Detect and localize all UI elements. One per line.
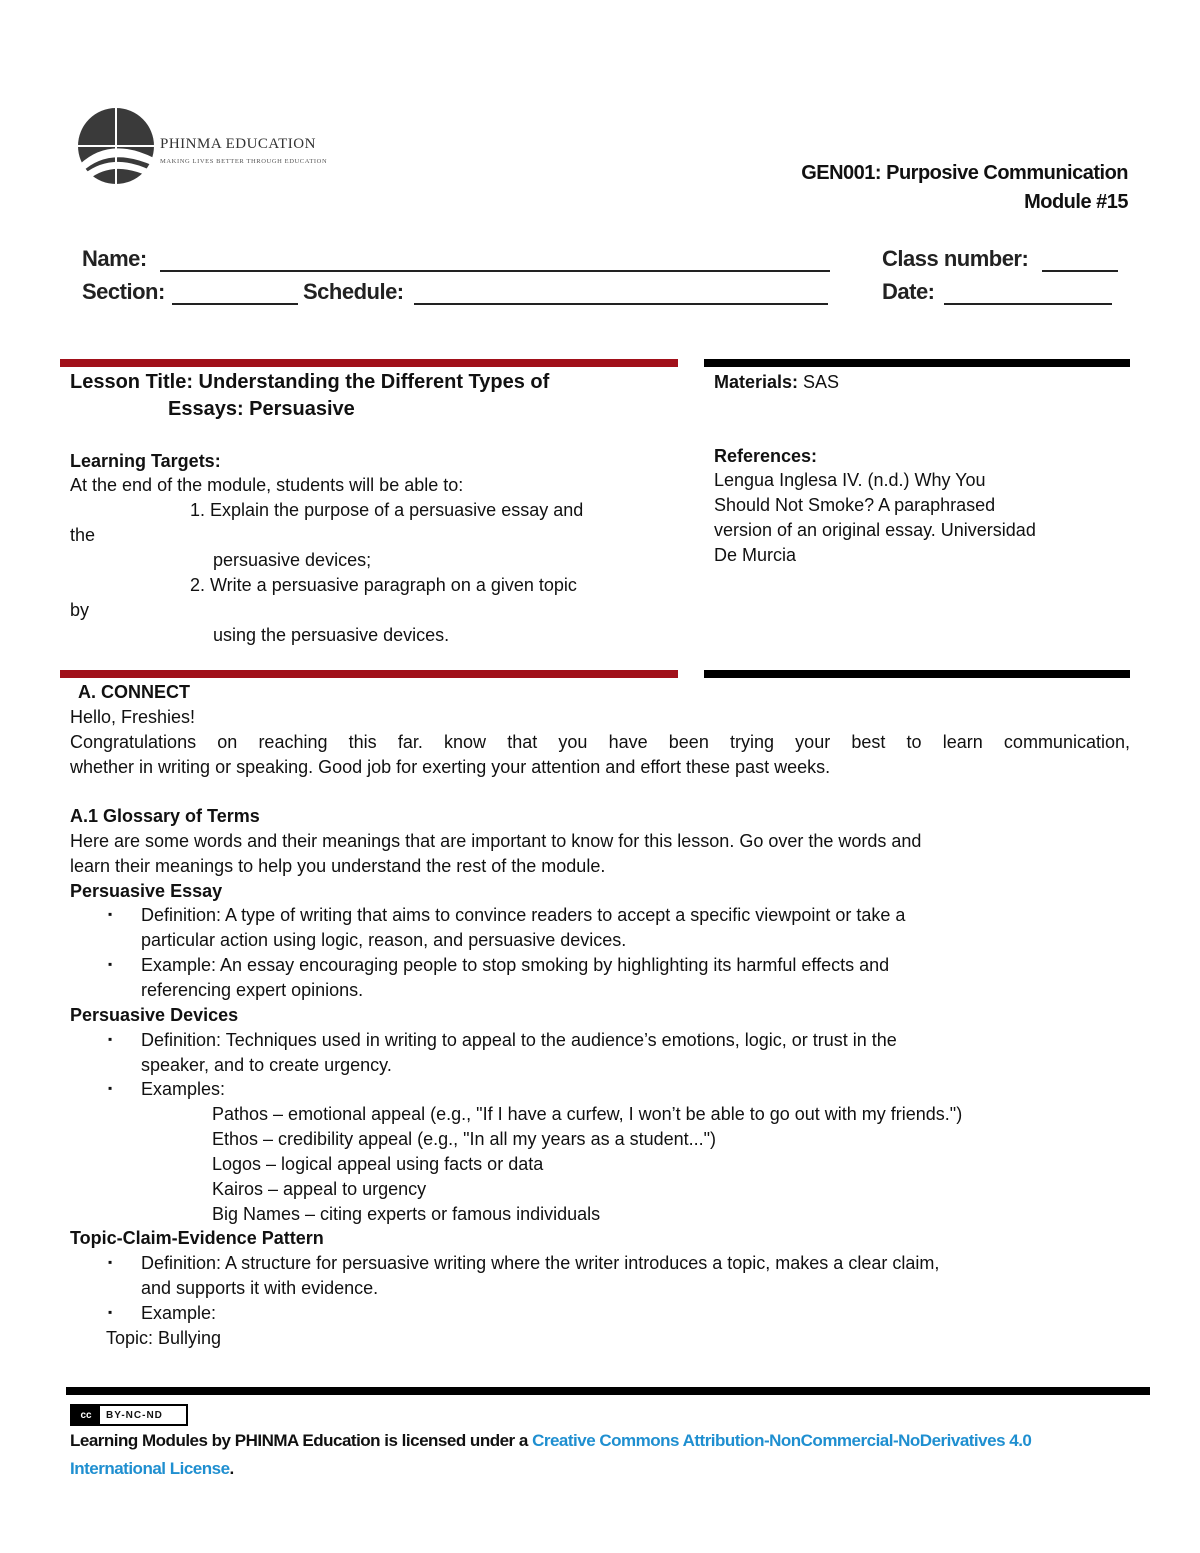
term-topic-claim-evidence: Topic-Claim-Evidence Pattern — [70, 1228, 324, 1248]
cc-terms: BY-NC-ND — [106, 1409, 163, 1421]
materials — [714, 370, 839, 395]
course-title: GEN001: Purposive Communication — [801, 162, 1128, 184]
brand-name: PHINMA EDUCATION — [160, 136, 316, 152]
lesson-title-line2: Essays: Persuasive — [168, 398, 355, 420]
term3-definition-line2: and supports it with evidence. — [141, 1278, 379, 1298]
materials-label: Materials: — [714, 372, 799, 392]
term3-definition-line1: Definition: A structure for persuasive writing where the writer introduces a topic, makes a clear claim, — [141, 1253, 940, 1273]
term3-example-label: Example: — [141, 1303, 217, 1323]
term2-definition-line1: Definition: Techniques used in writing to appeal to the audience’s emotions, logic, or trust in the — [141, 1030, 897, 1050]
cc-icon: cc — [72, 1406, 100, 1424]
connect-heading: A. CONNECT — [78, 682, 190, 702]
connect-paragraph-line1: Congratulations on reaching this far. know that you have been trying your best to learn communication, — [70, 732, 1130, 752]
term1-definition-line2: particular action using logic, reason, and persuasive devices. — [141, 930, 627, 950]
side-top-bar — [704, 359, 1130, 367]
topic-line: Topic: Bullying — [106, 1328, 222, 1348]
module-number: Module #15 — [1024, 191, 1128, 213]
target-1-cont: persuasive devices; — [213, 550, 372, 570]
license-link-cont[interactable]: International License — [70, 1459, 230, 1478]
schedule-field[interactable] — [414, 303, 828, 305]
target-2: 2. Write a persuasive paragraph on a given topic — [190, 575, 577, 595]
cc-license-badge[interactable] — [70, 1404, 188, 1426]
device-big-names: Big Names – citing experts or famous individuals — [212, 1204, 601, 1224]
reference-line: Lengua Inglesa IV. (n.d.) Why You — [714, 470, 986, 490]
device-kairos: Kairos – appeal to urgency — [212, 1179, 427, 1199]
license-link[interactable]: Creative Commons Attribution-NonCommercial-NoDerivatives 4.0 — [532, 1431, 1032, 1450]
brand-tagline: MAKING LIVES BETTER THROUGH EDUCATION — [160, 158, 328, 165]
bullet-icon: ▪ — [108, 957, 113, 971]
side-bottom-bar — [704, 670, 1130, 678]
reference-line: De Murcia — [714, 545, 797, 565]
section-field[interactable] — [172, 303, 298, 305]
references-heading: References: — [714, 446, 818, 466]
target-1-wrap: the — [70, 525, 96, 545]
device-pathos: Pathos – emotional appeal (e.g., "If I have a curfew, I won’t be able to go out with my friends.") — [212, 1104, 963, 1124]
globe-logo-icon — [70, 106, 156, 192]
device-ethos: Ethos – credibility appeal (e.g., "In all my years as a student...") — [212, 1129, 717, 1149]
footer-bar — [66, 1387, 1150, 1395]
name-field[interactable] — [160, 270, 830, 272]
date-label: Date: — [882, 279, 935, 304]
lesson-title-line1: Lesson Title: Understanding the Different Types of — [70, 371, 550, 393]
license-text — [70, 1427, 1150, 1483]
term2-examples-label: Examples: — [141, 1079, 226, 1099]
schedule-label: Schedule: — [303, 279, 404, 304]
target-1: 1. Explain the purpose of a persuasive essay and — [190, 500, 584, 520]
license-suffix: . — [229, 1459, 234, 1478]
term1-example-line1: Example: An essay encouraging people to stop smoking by highlighting its harmful effects and — [141, 955, 890, 975]
bullet-icon: ▪ — [108, 1305, 113, 1319]
term1-example-line2: referencing expert opinions. — [141, 980, 364, 1000]
name-label: Name: — [82, 246, 147, 271]
bullet-icon: ▪ — [108, 907, 113, 921]
term-persuasive-essay: Persuasive Essay — [70, 881, 223, 901]
bullet-icon: ▪ — [108, 1032, 113, 1046]
target-2-cont: using the persuasive devices. — [213, 625, 450, 645]
greeting: Hello, Freshies! — [70, 707, 196, 727]
learning-targets-intro: At the end of the module, students will be able to: — [70, 475, 464, 495]
section-label: Section: — [82, 279, 165, 304]
glossary-intro-line1: Here are some words and their meanings that are important to know for this lesson. Go over the words and — [70, 831, 922, 851]
term1-definition-line1: Definition: A type of writing that aims to convince readers to accept a specific viewpoint or take a — [141, 905, 906, 925]
glossary-heading: A.1 Glossary of Terms — [70, 806, 260, 826]
phinma-logo — [66, 106, 336, 192]
class-number-label: Class number: — [882, 246, 1029, 271]
lesson-bottom-bar — [60, 670, 678, 678]
target-2-wrap: by — [70, 600, 90, 620]
materials-value: SAS — [798, 372, 840, 392]
bullet-icon: ▪ — [108, 1255, 113, 1269]
glossary-intro-line2: learn their meanings to help you understand the rest of the module. — [70, 856, 606, 876]
term2-definition-line2: speaker, and to create urgency. — [141, 1055, 392, 1075]
learning-targets-heading: Learning Targets: — [70, 451, 221, 471]
connect-paragraph-line2: whether in writing or speaking. Good job for exerting your attention and effort these past weeks. — [70, 757, 831, 777]
term-persuasive-devices: Persuasive Devices — [70, 1005, 239, 1025]
bullet-icon: ▪ — [108, 1081, 113, 1095]
license-prefix: Learning Modules by PHINMA Education is licensed under a — [70, 1431, 533, 1450]
reference-line: Should Not Smoke? A paraphrased — [714, 495, 996, 515]
device-logos: Logos – logical appeal using facts or data — [212, 1154, 544, 1174]
lesson-top-bar — [60, 359, 678, 367]
class-number-field[interactable] — [1042, 270, 1118, 272]
reference-line: version of an original essay. Universidad — [714, 520, 1036, 540]
date-field[interactable] — [944, 303, 1112, 305]
